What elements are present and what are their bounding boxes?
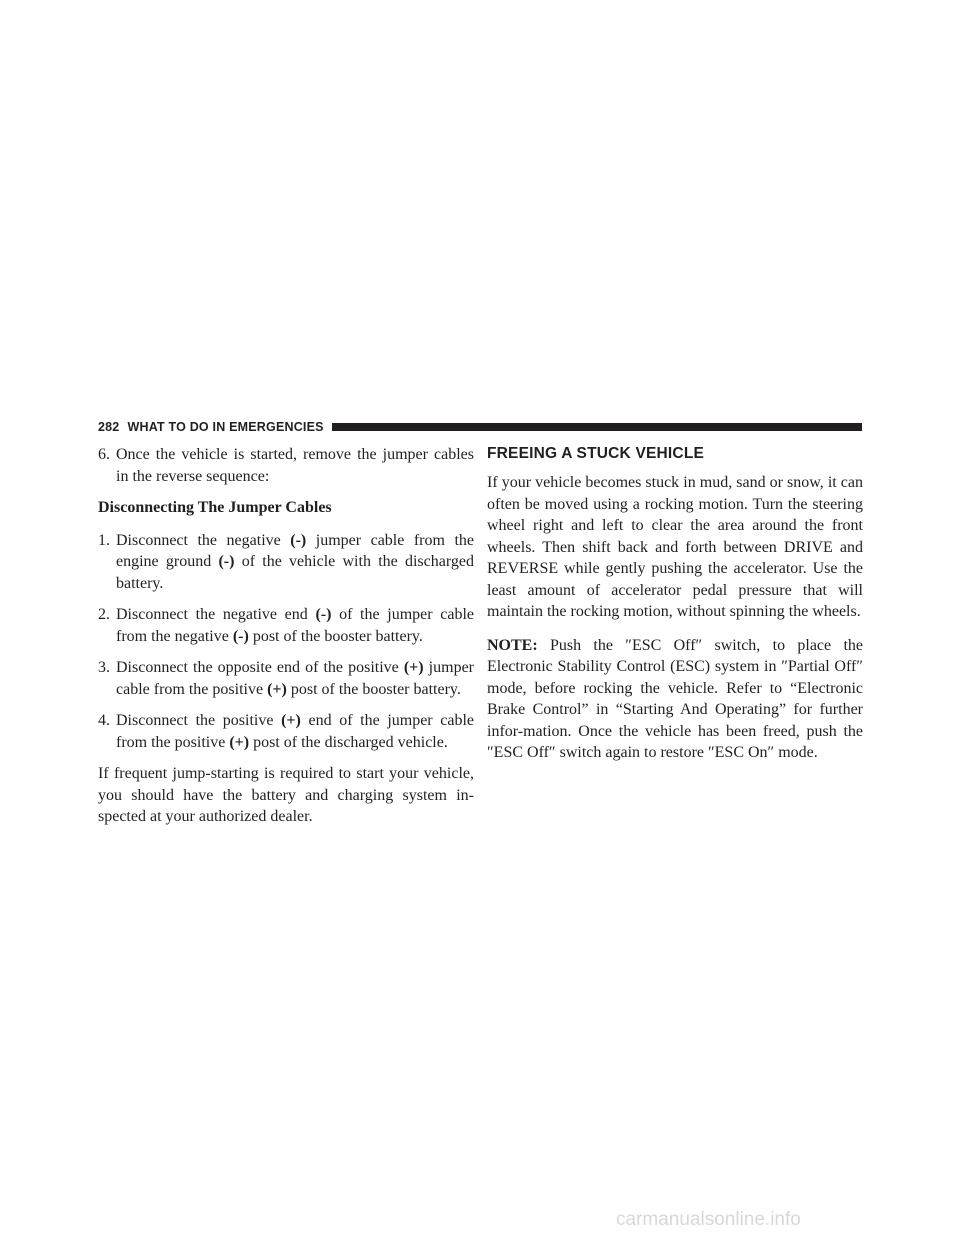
note-paragraph [487,635,863,764]
disconnect-step-3 [98,657,474,700]
polarity-mark: (+) [281,712,301,729]
watermark: carmanualsonline.info [616,1209,801,1230]
body-paragraph: If your vehicle becomes stuck in mud, sand or snow, it can often be moved using a rocking motion. Turn the steering wheel right and left to clear the area around the front wheels. Then shift back and forth between DRIVE and REVERSE while gently pushing the accelerator. Use the least amount of accelerator pedal pressure that will maintain the rocking motion, without spinning the wheels. [487,474,863,620]
step-text: post of the booster battery. [286,680,461,698]
page-header [98,418,862,436]
note-text: Push the ″ESC Off″ switch, to place the Electronic Stability Control (ESC) system in ″Partial Off″ mode, before rocking the vehicle. Refer to “Electronic Brake Control” in “Starting And Operating” for further infor-mation. Once the vehicle has been freed, push the ″ESC Off″ switch again to restore ″ESC On″ mode. [487,636,863,761]
step-text: Disconnect the negative end [116,606,316,623]
section-heading: FREEING A STUCK VEHICLE [487,445,705,462]
step-text: post of the discharged vehicle. [249,733,448,751]
step-text: Disconnect the negative [116,531,291,549]
polarity-mark: (-) [315,606,332,623]
disconnect-step-1 [98,530,474,595]
step-number: 4. [98,712,110,729]
step-text: post of the booster battery. [248,627,423,645]
polarity-mark: (-) [218,553,235,570]
note-label: NOTE: [487,636,538,654]
step-text: of the jumper cable from the negative [116,606,474,645]
step-text: of the vehicle with the discharged battery. [116,553,474,592]
page-number: 282 [98,420,120,434]
disconnect-step-2 [98,604,474,647]
step-number: 3. [98,659,110,676]
closing-paragraph: If frequent jump-starting is required to start your vehicle, you should have the battery and charging system in-spected at your authorized dealer. [98,765,474,825]
step-6 [98,444,474,487]
step-text: Disconnect the opposite end of the positive [116,659,404,676]
step-number: 6. [98,446,110,463]
step-text: Once the vehicle is started, remove the jumper cables in the reverse sequence: [116,446,474,485]
polarity-mark: (+) [403,659,424,676]
step-text: end of the jumper cable from the positive [116,712,475,751]
header-rule [332,423,862,431]
disconnect-step-4 [98,710,474,753]
polarity-mark: (-) [232,627,249,645]
step-number: 2. [98,606,110,623]
step-text: jumper cable from the positive [116,659,474,698]
section-title: WHAT TO DO IN EMERGENCIES [127,420,324,434]
polarity-mark: (+) [267,680,287,698]
subheading-disconnecting: Disconnecting The Jumper Cables [98,499,332,516]
step-number: 1. [98,531,110,549]
left-column [98,444,474,840]
polarity-mark: (+) [229,733,250,751]
step-text: jumper cable from the engine ground [116,531,475,570]
right-column [487,444,863,776]
step-text: Disconnect the positive [116,712,282,729]
polarity-mark: (-) [290,531,307,549]
